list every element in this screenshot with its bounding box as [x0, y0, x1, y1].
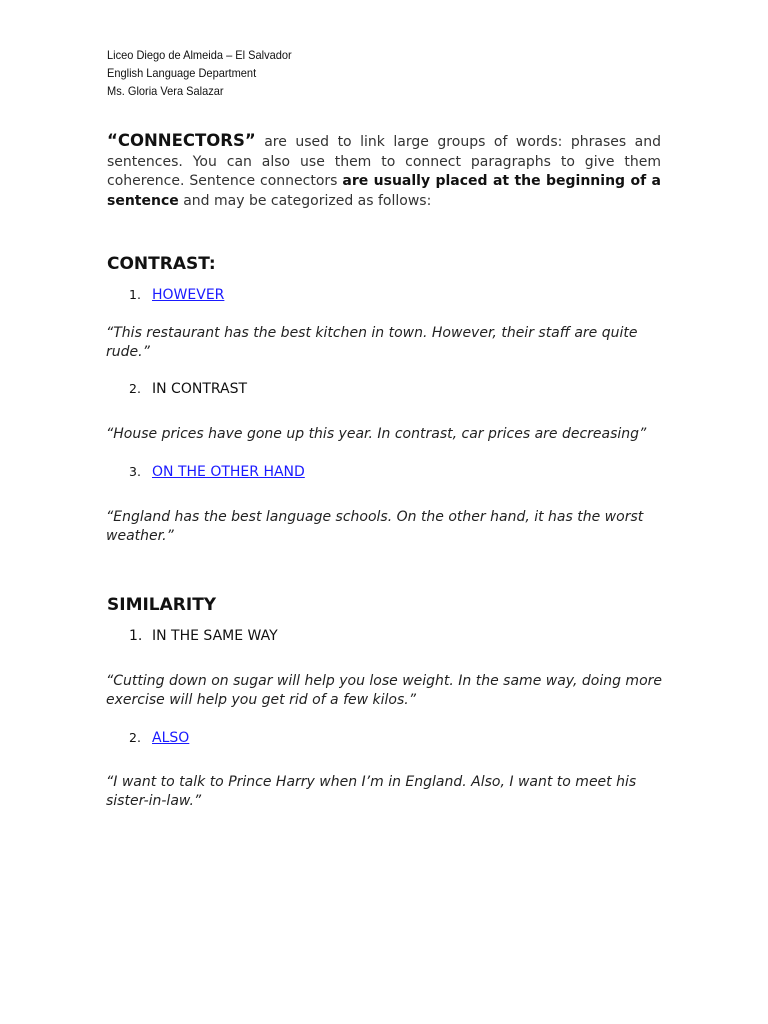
document-header	[107, 46, 308, 100]
item-number: 2.	[129, 730, 141, 745]
school-name: Liceo Diego de Almeida – El Salvador	[107, 48, 292, 62]
list-item-however	[129, 287, 224, 303]
example-on-the-other-hand: “England has the best language schools. On the other hand, it has the worst weather.”	[106, 509, 644, 544]
term-link-on-the-other-hand[interactable]: ON THE OTHER HAND	[152, 464, 305, 480]
intro-text-2: and may be categorized as follows:	[178, 192, 432, 209]
example-in-the-same-way: “Cutting down on sugar will help you lose weight. In the same way, doing more exercise will help you get rid of a few kilos.”	[106, 673, 663, 708]
list-item-in-contrast	[129, 381, 247, 397]
section-title-similarity: SIMILARITY	[107, 595, 217, 615]
term-in-the-same-way: IN THE SAME WAY	[152, 628, 278, 644]
term-in-contrast: IN CONTRAST	[152, 381, 248, 397]
intro-bold: are usually placed at the beginning of a sentence	[107, 173, 661, 209]
section-title-contrast: CONTRAST:	[107, 254, 216, 274]
department-name: English Language Department	[107, 66, 257, 80]
item-number: 1.	[129, 628, 143, 644]
intro-paragraph	[107, 131, 661, 211]
term-link-also[interactable]: ALSO	[152, 730, 190, 746]
term-link-however[interactable]: HOWEVER	[152, 287, 225, 303]
teacher-name: Ms. Gloria Vera Salazar	[107, 84, 224, 98]
list-item-also	[129, 730, 189, 746]
example-also: “I want to talk to Prince Harry when I’m in England. Also, I want to meet his sister-in-law.”	[106, 774, 637, 809]
item-number: 2.	[129, 381, 141, 396]
intro-text-1: are used to link large groups of words: phrases and sentences. You can also use them to connect paragraphs to give them coherence. Sentence connectors	[107, 134, 661, 189]
item-number: 3.	[129, 464, 141, 479]
list-item-in-the-same-way	[129, 628, 278, 644]
example-in-contrast: “House prices have gone up this year. In contrast, car prices are decreasing”	[106, 426, 647, 442]
list-item-on-the-other-hand	[129, 464, 305, 480]
example-however: “This restaurant has the best kitchen in town. However, their staff are quite rude.”	[106, 325, 638, 360]
intro-lead: “CONNECTORS”	[107, 131, 256, 150]
item-number: 1.	[129, 287, 141, 302]
